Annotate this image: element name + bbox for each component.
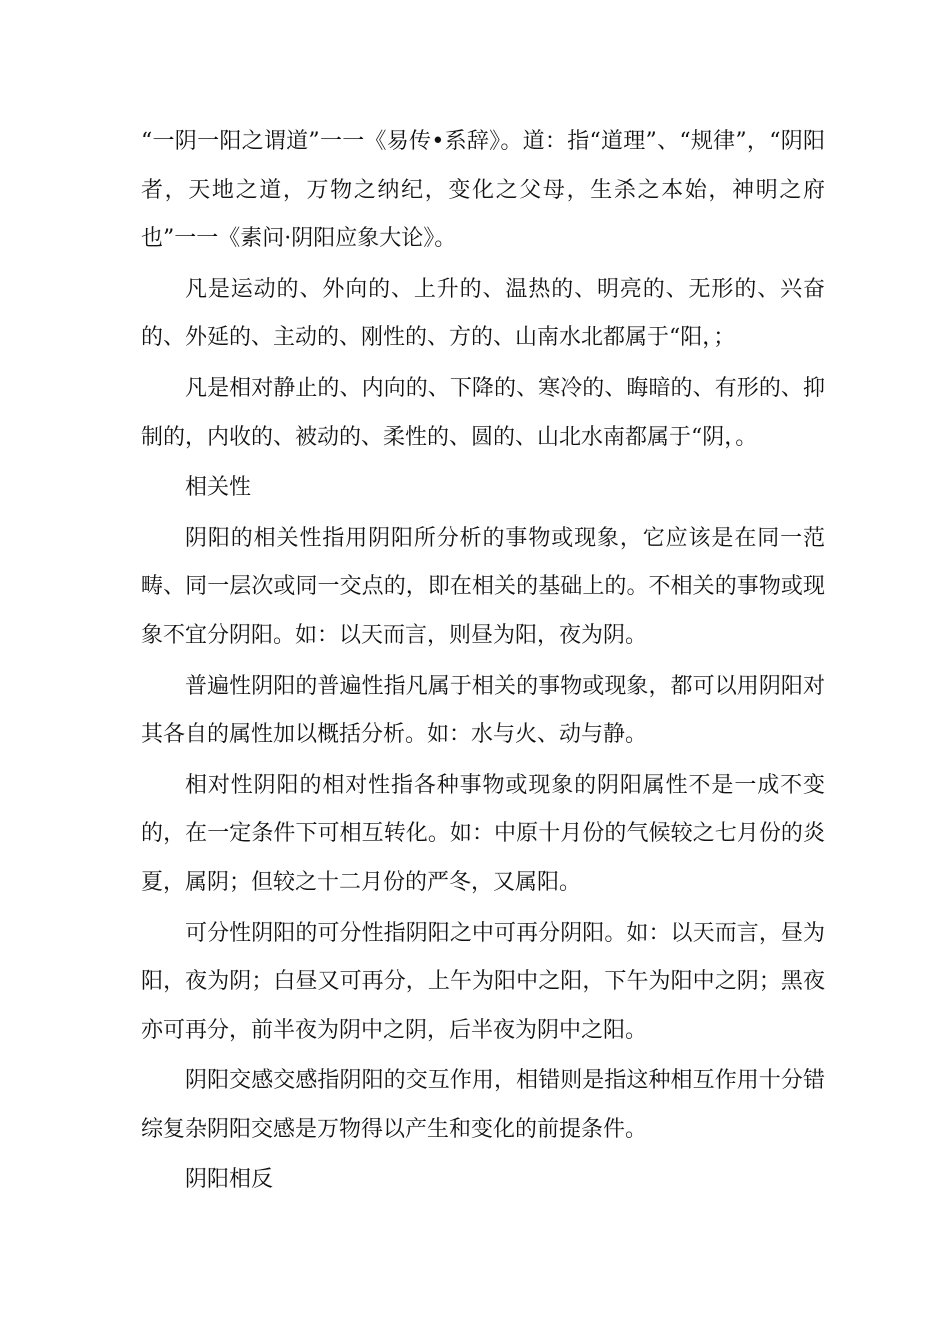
paragraph-relativity: 相对性阴阳的相对性指各种事物或现象的阴阳属性不是一成不变的，在一定条件下可相互转化。如：中原十月份的气候较之七月份的炎夏，属阴；但较之十二月份的严冬，又属阳。 (141, 772, 825, 895)
document-body (141, 118, 825, 1207)
paragraph-interaction: 阴阳交感交感指阴阳的交互作用，相错则是指这种相互作用十分错综复杂阴阳交感是万物得以产生和变化的前提条件。 (141, 1068, 825, 1142)
paragraph-quote: “一阴一阳之谓道”一一《易传•系辞》。道：指“道理”、“规律”，“阴阳者，天地之道，万物之纳纪，变化之父母，生杀之本始，神明之府也”一一《素问·阴阳应象大论》。 (141, 129, 825, 252)
paragraph-universality: 普遍性阴阳的普遍性指凡属于相关的事物或现象，都可以用阴阳对其各自的属性加以概括分析。如：水与火、动与静。 (141, 673, 825, 748)
paragraph-relevance: 阴阳的相关性指用阴阳所分析的事物或现象，它应该是在同一范畴、同一层次或同一交点的，即在相关的基础上的。不相关的事物或现象不宜分阴阳。如：以天而言，则昼为阳，夜为阴。 (141, 525, 825, 648)
paragraph-divisibility: 可分性阴阳的可分性指阴阳之中可再分阴阳。如：以天而言，昼为阳，夜为阴；白昼又可再分，上午为阳中之阳，下午为阳中之阴；黑夜亦可再分，前半夜为阴中之阴，后半夜为阴中之阳。 (141, 920, 825, 1043)
heading-opposition: 阴阳相反 (185, 1167, 274, 1193)
paragraph-yang-attributes: 凡是运动的、外向的、上升的、温热的、明亮的、无形的、兴奋的、外延的、主动的、刚性的、方的、山南水北都属于“阳，； (141, 276, 825, 351)
paragraph-yin-attributes: 凡是相对静止的、内向的、下降的、寒冷的、晦暗的、有形的、抑制的，内收的、被动的、柔性的、圆的、山北水南都属于“阴，。 (141, 375, 825, 450)
heading-relevance: 相关性 (185, 475, 252, 501)
